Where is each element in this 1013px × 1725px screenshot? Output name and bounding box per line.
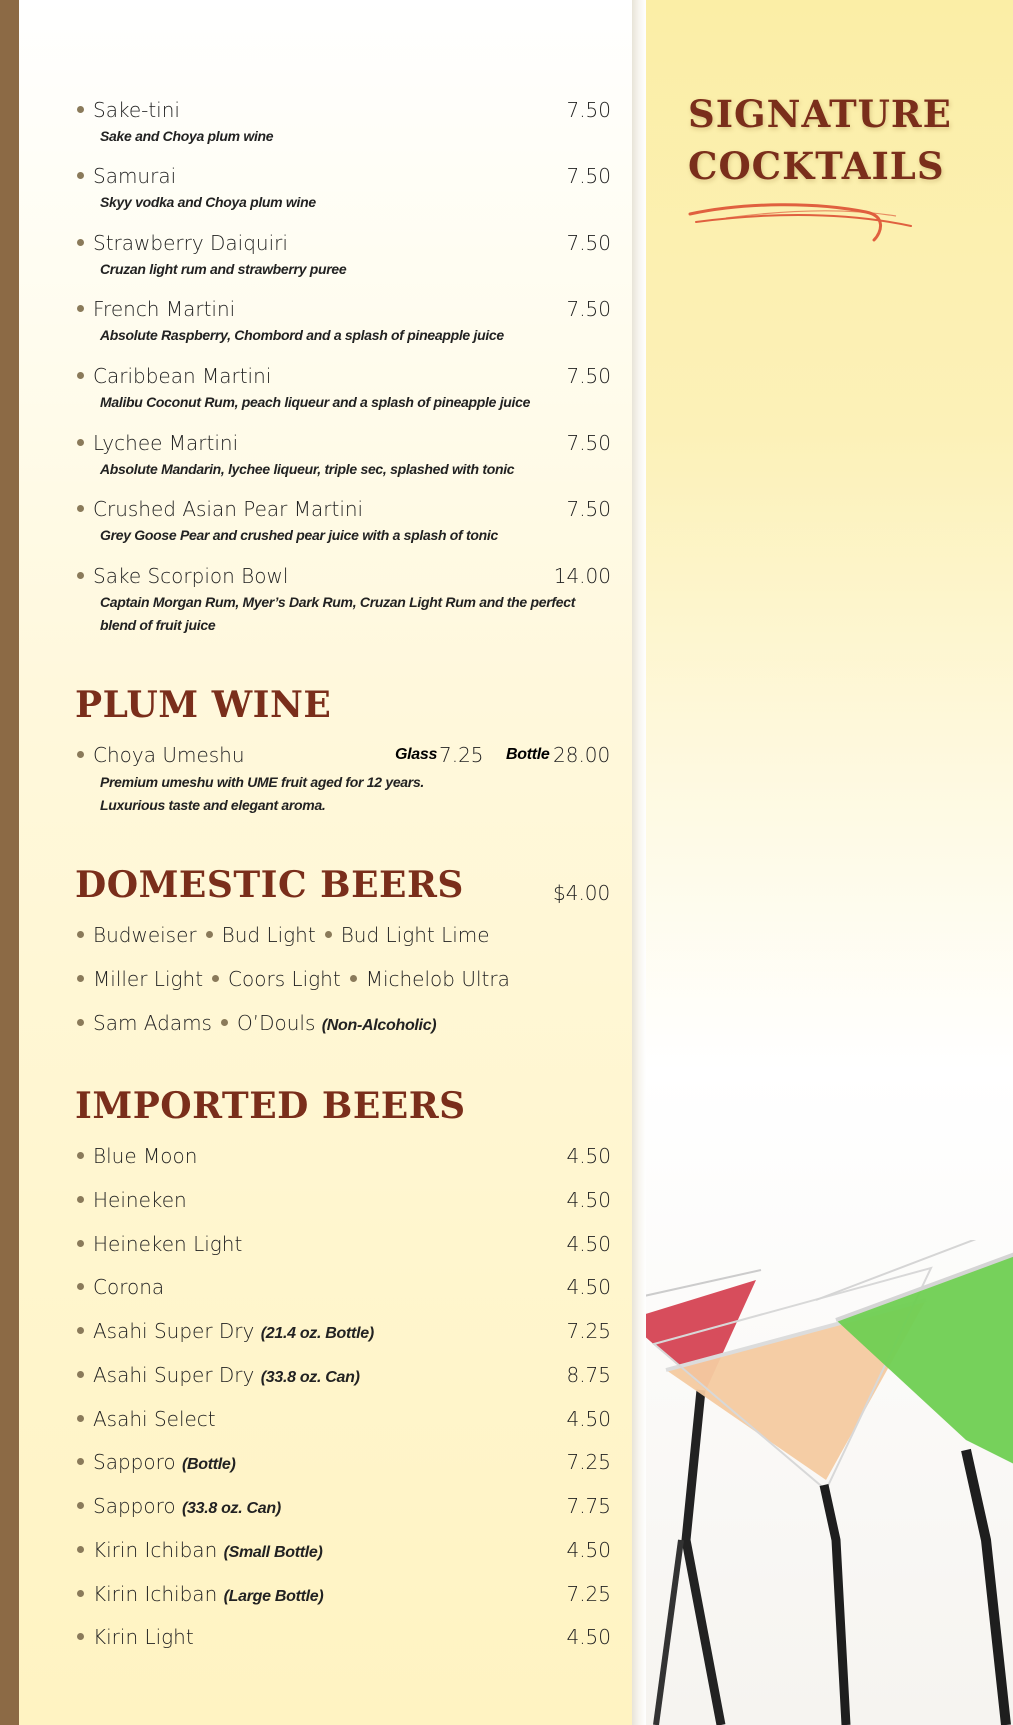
panel-divider bbox=[632, 0, 646, 1725]
list-item bbox=[77, 1319, 611, 1346]
list-item bbox=[77, 1188, 611, 1215]
item-name: Sake Scorpion Bowl bbox=[93, 564, 289, 588]
item-name: Choya Umeshu bbox=[93, 743, 245, 767]
beer-name: Coors Light bbox=[228, 967, 341, 991]
item-price: 7.50 bbox=[566, 98, 611, 122]
section-heading-plum-wine: PLUM WINE bbox=[75, 684, 332, 726]
item-name: Sapporo bbox=[93, 1494, 176, 1518]
bullet-icon bbox=[77, 372, 84, 379]
list-item bbox=[77, 1494, 611, 1521]
item-name: Kirin Ichiban bbox=[93, 1582, 218, 1606]
item-name: French Martini bbox=[93, 297, 236, 321]
list-item bbox=[77, 231, 611, 255]
item-name: Sake-tini bbox=[93, 98, 180, 122]
item-name: Caribbean Martini bbox=[93, 364, 272, 388]
list-item bbox=[77, 743, 377, 767]
left-border-stripe bbox=[0, 0, 19, 1725]
item-description: Luxurious taste and elegant aroma. bbox=[100, 797, 326, 813]
beer-name: O’Douls bbox=[236, 1011, 316, 1035]
item-name: Blue Moon bbox=[93, 1144, 198, 1168]
bullet-icon bbox=[77, 1415, 84, 1422]
beer-name: Bud Light Lime bbox=[340, 923, 490, 947]
list-item bbox=[77, 564, 611, 588]
sidebar-title-line2: COCKTAILS bbox=[688, 144, 945, 188]
beer-line bbox=[77, 1011, 611, 1038]
glass-label: Glass bbox=[395, 746, 438, 763]
item-price: 7.50 bbox=[566, 231, 611, 255]
item-price: 7.75 bbox=[566, 1494, 611, 1518]
bullet-icon bbox=[77, 1327, 84, 1334]
bullet-icon bbox=[77, 1196, 84, 1203]
item-description: Absolute Raspberry, Chombord and a splash of pineapple juice bbox=[100, 327, 504, 343]
item-name: Asahi Select bbox=[93, 1407, 216, 1431]
beer-name: Sam Adams bbox=[93, 1011, 212, 1035]
bullet-icon bbox=[77, 751, 84, 758]
item-note: (Bottle) bbox=[181, 1456, 236, 1473]
bullet-icon bbox=[77, 305, 84, 312]
list-item bbox=[77, 1144, 611, 1171]
item-note: (Small Bottle) bbox=[223, 1544, 323, 1561]
item-description: Absolute Mandarin, lychee liqueur, triple sec, splashed with tonic bbox=[100, 461, 515, 477]
beer-name: Michelob Ultra bbox=[365, 967, 510, 991]
bottle-price: 28.00 bbox=[553, 743, 611, 767]
bullet-icon bbox=[77, 1458, 84, 1465]
bullet-icon bbox=[77, 239, 84, 246]
bullet-icon bbox=[77, 931, 84, 938]
item-price: 7.25 bbox=[566, 1450, 611, 1474]
item-note: (21.4 oz. Bottle) bbox=[260, 1325, 374, 1342]
bullet-icon bbox=[221, 1019, 228, 1026]
bullet-icon bbox=[77, 1502, 84, 1509]
item-price: 4.50 bbox=[566, 1625, 611, 1649]
decorative-swash-icon bbox=[686, 200, 916, 250]
item-description: Sake and Choya plum wine bbox=[100, 128, 274, 144]
bullet-icon bbox=[77, 505, 84, 512]
section-heading-domestic-beers: DOMESTIC BEERS bbox=[75, 864, 464, 906]
bullet-icon bbox=[206, 931, 213, 938]
beer-name: Bud Light bbox=[221, 923, 316, 947]
bullet-icon bbox=[77, 1633, 84, 1640]
item-name: Heineken bbox=[93, 1188, 187, 1212]
item-price: 7.25 bbox=[566, 1582, 611, 1606]
bullet-icon bbox=[77, 1371, 84, 1378]
list-item bbox=[77, 1363, 611, 1390]
item-price: 4.50 bbox=[566, 1144, 611, 1168]
item-description: blend of fruit juice bbox=[100, 617, 216, 633]
item-description: Malibu Coconut Rum, peach liqueur and a splash of pineapple juice bbox=[100, 394, 531, 410]
bullet-icon bbox=[350, 975, 357, 982]
item-description: Captain Morgan Rum, Myer’s Dark Rum, Cruzan Light Rum and the perfect bbox=[100, 594, 576, 610]
domestic-beers-price: $4.00 bbox=[553, 881, 611, 905]
beer-line bbox=[77, 923, 611, 947]
item-name: Asahi Super Dry bbox=[93, 1319, 255, 1343]
bullet-icon bbox=[77, 172, 84, 179]
list-item bbox=[77, 164, 611, 188]
beer-name: Budweiser bbox=[93, 923, 197, 947]
list-item bbox=[77, 1625, 611, 1652]
item-price: 7.50 bbox=[566, 164, 611, 188]
item-price: 7.50 bbox=[566, 497, 611, 521]
bullet-icon bbox=[77, 1019, 84, 1026]
item-name: Lychee Martini bbox=[93, 431, 239, 455]
item-name: Heineken Light bbox=[93, 1232, 243, 1256]
item-name: Asahi Super Dry bbox=[93, 1363, 255, 1387]
bullet-icon bbox=[77, 975, 84, 982]
item-price: 4.50 bbox=[566, 1232, 611, 1256]
beer-note: (Non-Alcoholic) bbox=[321, 1017, 437, 1034]
bullet-icon bbox=[77, 106, 84, 113]
item-name: Kirin Ichiban bbox=[93, 1538, 218, 1562]
bullet-icon bbox=[77, 572, 84, 579]
item-name: Strawberry Daiquiri bbox=[93, 231, 288, 255]
bullet-icon bbox=[325, 931, 332, 938]
bullet-icon bbox=[77, 1240, 84, 1247]
item-name: Samurai bbox=[93, 164, 177, 188]
item-price: 4.50 bbox=[566, 1188, 611, 1212]
list-item bbox=[77, 497, 611, 521]
sidebar-title bbox=[688, 88, 952, 192]
list-item bbox=[77, 1450, 611, 1477]
item-note: (33.8 oz. Can) bbox=[260, 1369, 360, 1386]
item-name: Kirin Light bbox=[93, 1625, 194, 1649]
list-item bbox=[77, 98, 611, 122]
bullet-icon bbox=[77, 1152, 84, 1159]
item-name: Corona bbox=[93, 1275, 165, 1299]
bullet-icon bbox=[77, 1283, 84, 1290]
item-price: 8.75 bbox=[566, 1363, 611, 1387]
list-item bbox=[77, 297, 611, 321]
list-item bbox=[77, 431, 611, 455]
bullet-icon bbox=[77, 439, 84, 446]
list-item bbox=[77, 1232, 611, 1259]
item-price: 7.50 bbox=[566, 297, 611, 321]
list-item bbox=[77, 1407, 611, 1434]
item-description: Skyy vodka and Choya plum wine bbox=[100, 194, 316, 210]
list-item bbox=[77, 364, 611, 388]
section-heading-imported-beers: IMPORTED BEERS bbox=[75, 1085, 466, 1127]
glass-price: 7.25 bbox=[439, 743, 484, 767]
item-price: 4.50 bbox=[566, 1407, 611, 1431]
item-description: Premium umeshu with UME fruit aged for 12 years. bbox=[100, 774, 425, 790]
item-description: Grey Goose Pear and crushed pear juice with a splash of tonic bbox=[100, 527, 498, 543]
item-price: 7.50 bbox=[566, 431, 611, 455]
list-item bbox=[77, 1538, 611, 1565]
item-price: 7.25 bbox=[566, 1319, 611, 1343]
item-price: 14.00 bbox=[553, 564, 611, 588]
sidebar-title-line1: SIGNATURE bbox=[688, 92, 952, 136]
item-price: 7.50 bbox=[566, 364, 611, 388]
beer-name: Miller Light bbox=[93, 967, 204, 991]
list-item bbox=[77, 1275, 611, 1302]
item-description: Cruzan light rum and strawberry puree bbox=[100, 261, 347, 277]
item-price: 4.50 bbox=[566, 1275, 611, 1299]
bullet-icon bbox=[212, 975, 219, 982]
item-name: Crushed Asian Pear Martini bbox=[93, 497, 364, 521]
item-name: Sapporo bbox=[93, 1450, 176, 1474]
bottle-label: Bottle bbox=[506, 746, 550, 763]
item-price: 4.50 bbox=[566, 1538, 611, 1562]
beer-line bbox=[77, 967, 611, 991]
cocktail-glasses-image bbox=[646, 1240, 1013, 1725]
item-note: (33.8 oz. Can) bbox=[181, 1500, 281, 1517]
item-note: (Large Bottle) bbox=[223, 1588, 324, 1605]
bullet-icon bbox=[77, 1546, 84, 1553]
sidebar-panel bbox=[646, 0, 1013, 1725]
list-item bbox=[77, 1582, 611, 1609]
bullet-icon bbox=[77, 1590, 84, 1597]
